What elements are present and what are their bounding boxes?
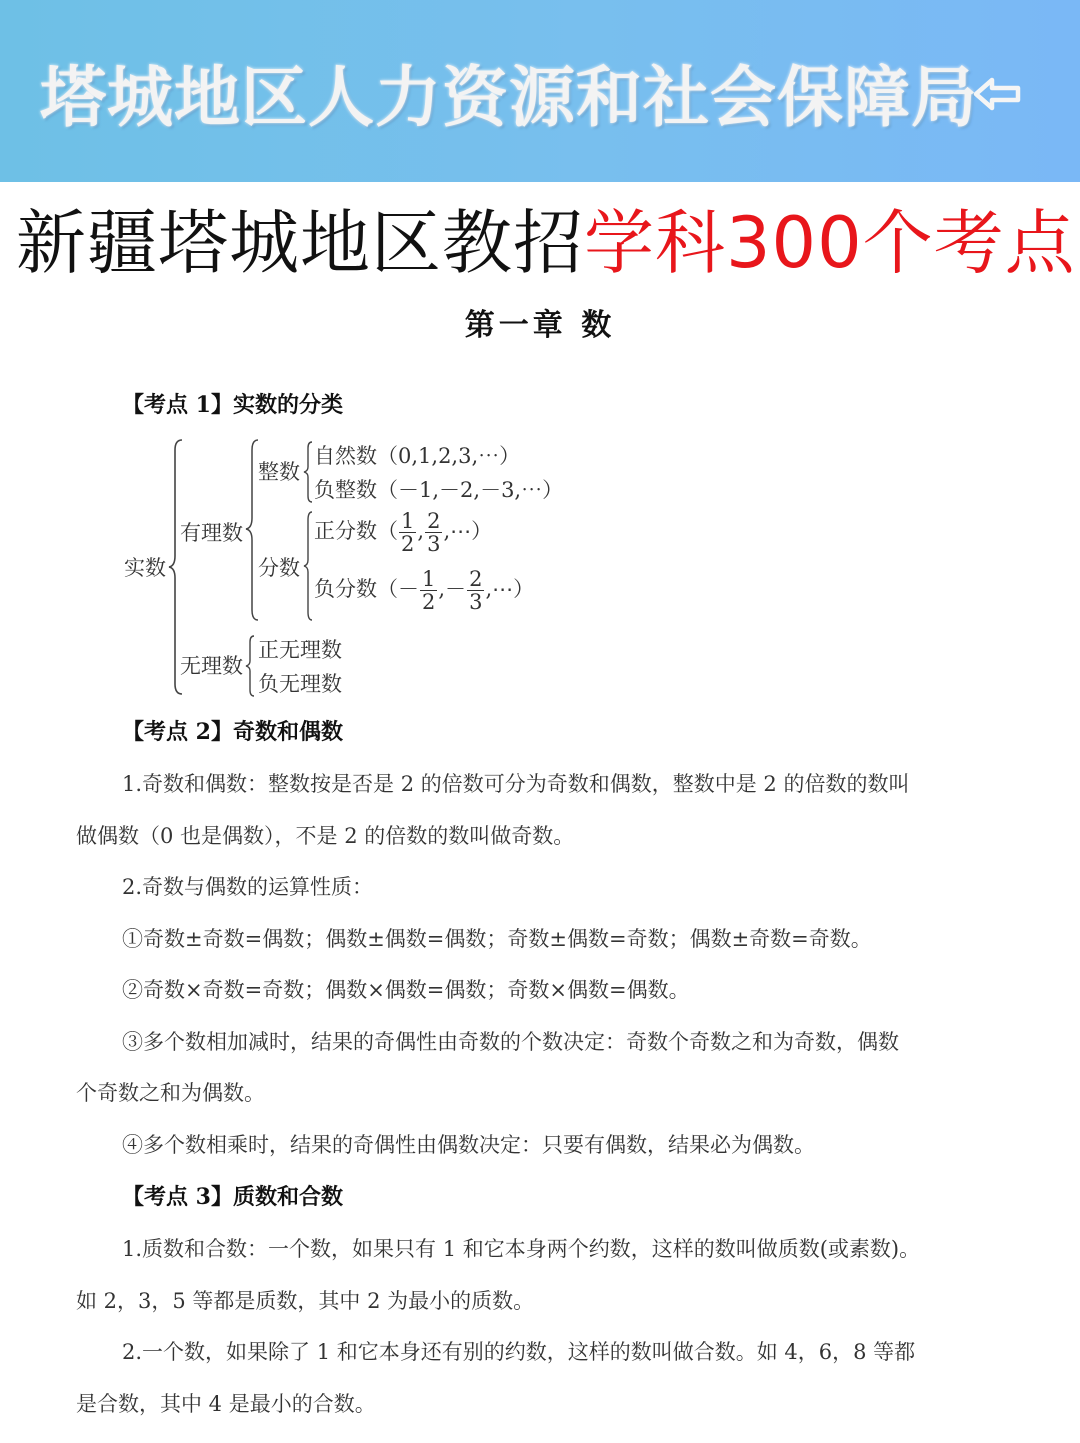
frac-num: 2 (469, 567, 483, 591)
chapter-title: 第一章 数 (464, 308, 616, 343)
kp2-line-3: 2.奇数与偶数的运算性质： (122, 875, 374, 899)
label-neg-integer: 负整数（－1,－2,－3,⋯） (314, 478, 564, 502)
label-irrational: 无理数 (180, 654, 243, 678)
row-pos-fraction: 正分数（ $\frac{1}{2}$ , $\frac{2}{3}$ ,⋯） (314, 509, 493, 556)
kp2-line-5: ②奇数×奇数=奇数；偶数×偶数=偶数；奇数×偶数=偶数。 (122, 978, 690, 1002)
frac-den: 3 (469, 590, 483, 614)
kp2-line-1: 1.奇数和偶数：整数按是否是 2 的倍数可分为奇数和偶数，整数中是 2 的倍数的数叫 (122, 772, 910, 796)
kp1-heading: 【考点 1】实数的分类 (122, 392, 343, 418)
label-neg-irrational: 负无理数 (258, 672, 342, 696)
headline-black: 新疆塔城地区教招 (16, 202, 584, 284)
neg-frac-suffix: ,⋯） (485, 577, 535, 601)
label-integer: 整数 (258, 460, 300, 484)
kp2-line-4: ①奇数±奇数=偶数；偶数±偶数=偶数；奇数±偶数=奇数；偶数±奇数=奇数。 (122, 927, 872, 951)
frac-num: 2 (427, 509, 441, 533)
kp2-heading: 【考点 2】奇数和偶数 (122, 719, 343, 745)
kp3-line-3: 2.一个数，如果除了 1 和它本身还有别的约数，这样的数叫做合数。如 4，6，8 等都 (122, 1340, 916, 1364)
fraction-neg-two-thirds (467, 568, 484, 613)
fraction-neg-half (420, 568, 437, 613)
kp2-line-2: 做偶数（0 也是偶数），不是 2 的倍数的数叫做奇数。 (76, 824, 575, 848)
kp3-line-2: 如 2，3，5 等都是质数，其中 2 为最小的质数。 (76, 1289, 535, 1313)
fraction-two-thirds (425, 510, 442, 555)
label-natural: 自然数（0,1,2,3,⋯） (314, 444, 521, 468)
headline-red: 学科300个考点 (584, 202, 1076, 284)
kp3-heading: 【考点 3】质数和合数 (122, 1184, 343, 1210)
label-pos-irrational: 正无理数 (258, 638, 342, 662)
kp2-line-7: 个奇数之和为偶数。 (76, 1081, 265, 1105)
frac-num: 1 (422, 567, 436, 591)
frac-num: 1 (401, 509, 415, 533)
header-banner (0, 0, 1080, 182)
frac-den: 3 (427, 532, 441, 556)
label-real: 实数 (124, 556, 166, 580)
headline (16, 198, 1076, 288)
row-neg-fraction (314, 568, 534, 613)
kp2-line-8: ④多个数相乘时，结果的奇偶性由偶数决定：只要有偶数，结果必为偶数。 (122, 1133, 815, 1157)
pos-frac-suffix: ,⋯） (443, 519, 493, 543)
frac-den: 2 (401, 532, 415, 556)
banner-title: 塔城地区人力资源和社会保障局 (40, 59, 978, 136)
label-fraction: 分数 (258, 556, 300, 580)
back-arrow-icon[interactable] (972, 74, 1024, 114)
pos-frac-prefix: 正分数（ (314, 519, 398, 543)
kp3-line-4: 是合数，其中 4 是最小的合数。 (76, 1392, 376, 1416)
kp3-line-1: 1.质数和合数：一个数，如果只有 1 和它本身两个约数，这样的数叫做质数(或素数)。 (122, 1237, 921, 1261)
neg-frac-mid: ,－ (438, 577, 467, 601)
frac-den: 2 (422, 590, 436, 614)
fraction-half (399, 510, 416, 555)
neg-frac-prefix: 负分数（－ (314, 577, 419, 601)
label-rational: 有理数 (180, 521, 243, 545)
kp2-line-6: ③多个数相加减时，结果的奇偶性由奇数的个数决定：奇数个奇数之和为奇数，偶数 (122, 1030, 899, 1054)
brace-irrational (244, 634, 258, 698)
